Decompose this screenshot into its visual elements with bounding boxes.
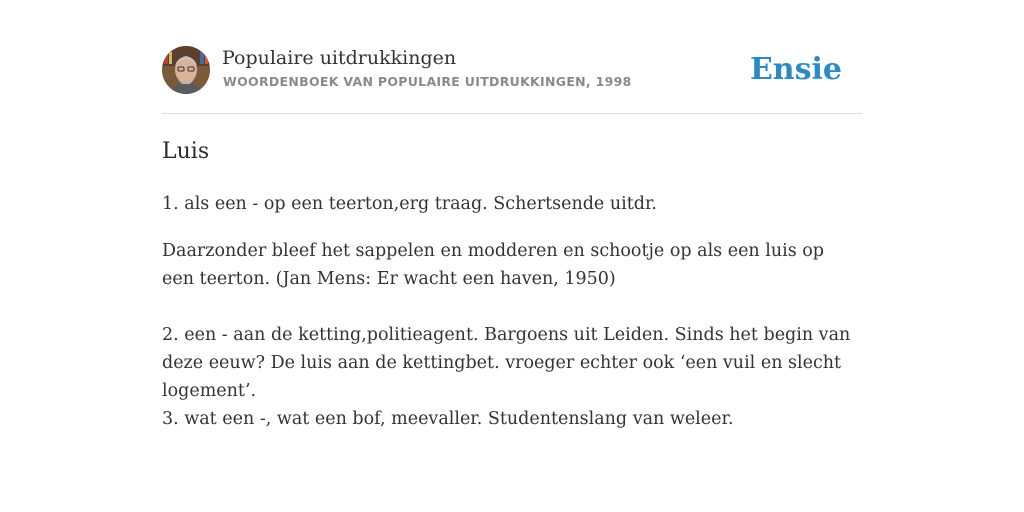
header-divider (162, 113, 862, 114)
source-header (162, 46, 862, 96)
source-name[interactable]: Populaire uitdrukkingen (222, 47, 457, 69)
author-avatar[interactable] (162, 46, 210, 94)
entry-paragraph-3: 2. een - aan de ketting,politieagent. Bargoens uit Leiden. Sinds het begin van deze eeuw? De luis aan de kettingbet. vroeger echter ook ‘een vuil en slecht logement’. (162, 325, 851, 401)
entry-paragraph-1: 1. als een - op een teerton,erg traag. Schertsende uitdr. (162, 194, 657, 214)
avatar-image (162, 46, 210, 94)
entry-title: Luis (162, 139, 210, 164)
source-subtitle: WOORDENBOEK VAN POPULAIRE UITDRUKKINGEN, 1998 (223, 74, 632, 89)
entry-paragraph-2: Daarzonder bleef het sappelen en modderen en schootje op als een luis op een teerton. (Jan Mens: Er wacht een haven, 1950) (162, 241, 825, 289)
entry-body (162, 190, 852, 433)
brand-logo[interactable]: Ensie (749, 52, 842, 87)
entry-paragraph-4: 3. wat een -, wat een bof, meevaller. Studentenslang van weleer. (162, 409, 734, 429)
